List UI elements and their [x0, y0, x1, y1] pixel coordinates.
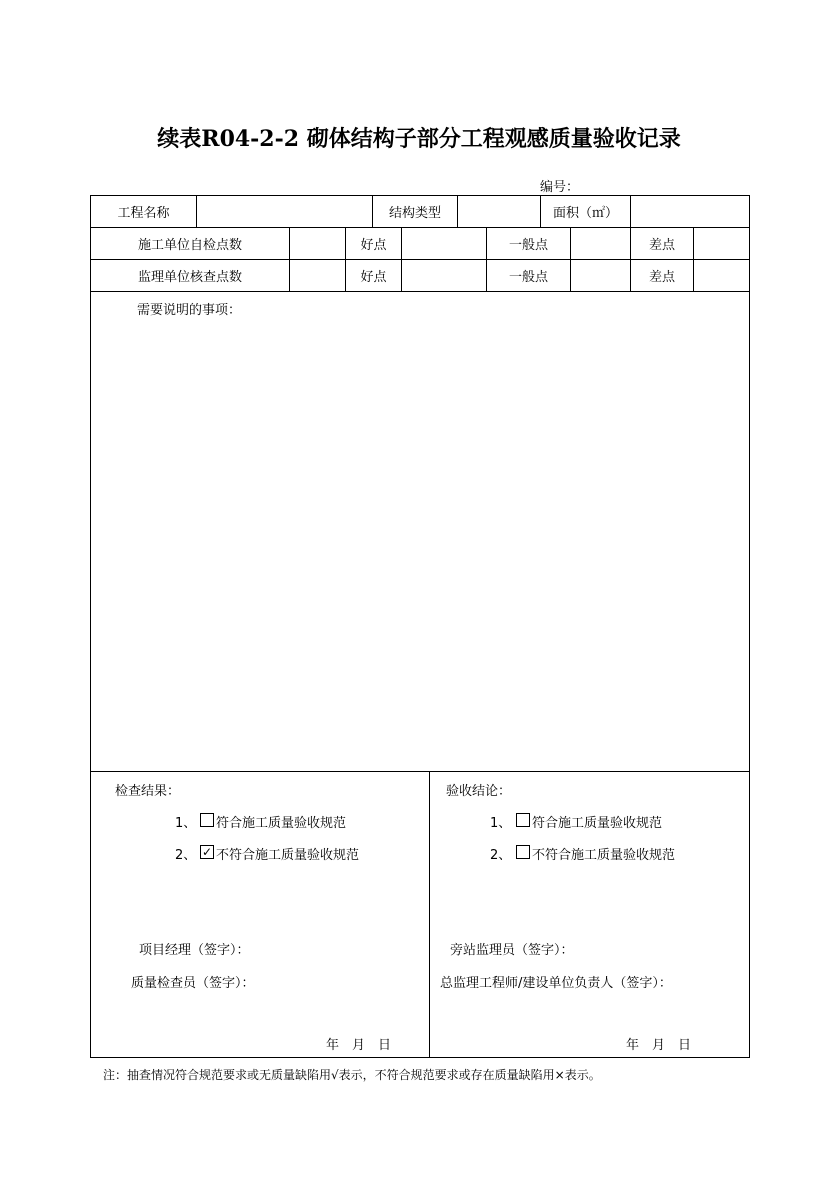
contractor-normal-field[interactable] — [571, 228, 630, 259]
notes-label: 需要说明的事项： — [137, 303, 242, 318]
acceptance-option2-checkbox[interactable] — [516, 845, 530, 859]
site-supervisor-signature-label: 旁站监理员（签字）： — [450, 943, 574, 958]
supervisor-check-label: 监理单位核查点数 — [137, 270, 242, 285]
page-title: 续表R04-2-2 砌体结构子部分工程观感质量验收记录 — [157, 126, 681, 152]
acceptance-option2-label: 不符合施工质量验收规范 — [532, 848, 676, 863]
project-manager-signature-label: 项目经理（签字）： — [139, 943, 250, 958]
supervisor-normal-field[interactable] — [571, 260, 630, 291]
contractor-check-count-field[interactable] — [290, 228, 345, 259]
contractor-good-field[interactable] — [402, 228, 486, 259]
project-name-label: 工程名称 — [117, 206, 170, 221]
acceptance-option1-checkbox[interactable] — [516, 813, 530, 827]
inspection-option1-checkbox[interactable] — [200, 813, 214, 827]
inspection-option2-label: 不符合施工质量验收规范 — [216, 848, 360, 863]
serial-number-label: 编号： — [540, 180, 580, 195]
supervisor-good-label: 好点 — [360, 270, 387, 285]
area-label: 面积（㎡） — [552, 206, 618, 221]
acceptance-option1-label: 符合施工质量验收规范 — [532, 816, 663, 831]
acceptance-date-label: 年 月 日 — [626, 1038, 692, 1053]
inspection-option2-number: 2、 — [175, 848, 197, 863]
project-name-field[interactable] — [197, 196, 372, 227]
acceptance-conclusion-heading: 验收结论： — [446, 784, 512, 799]
supervisor-bad-field[interactable] — [694, 260, 749, 291]
acceptance-option1-number: 1、 — [490, 816, 512, 831]
contractor-good-label: 好点 — [360, 238, 387, 253]
inspection-option2-checkbox[interactable] — [200, 845, 214, 859]
check-mark-icon: ✓ — [201, 845, 213, 859]
quality-inspector-signature-label: 质量检查员（签字）： — [131, 976, 255, 991]
footnote: 注：抽查情况符合规范要求或无质量缺陷用√表示，不符合规范要求或存在质量缺陷用×表示。 — [103, 1068, 601, 1082]
inspection-option1-label: 符合施工质量验收规范 — [216, 816, 347, 831]
inspection-option1-number: 1、 — [175, 816, 197, 831]
structure-type-field[interactable] — [458, 196, 540, 227]
chief-engineer-signature-label: 总监理工程师/建设单位负责人（签字）： — [440, 976, 672, 991]
contractor-normal-label: 一般点 — [508, 238, 548, 253]
inspection-date-label: 年 月 日 — [326, 1038, 392, 1053]
inspection-result-heading: 检查结果： — [115, 784, 181, 799]
supervisor-check-count-field[interactable] — [290, 260, 345, 291]
contractor-self-check-label: 施工单位自检点数 — [137, 238, 242, 253]
supervisor-bad-label: 差点 — [648, 270, 675, 285]
structure-type-label: 结构类型 — [388, 206, 441, 221]
contractor-bad-field[interactable] — [694, 228, 749, 259]
supervisor-normal-label: 一般点 — [508, 270, 548, 285]
notes-area[interactable] — [92, 318, 748, 768]
area-field[interactable] — [631, 196, 749, 227]
acceptance-option2-number: 2、 — [490, 848, 512, 863]
supervisor-good-field[interactable] — [402, 260, 486, 291]
contractor-bad-label: 差点 — [648, 238, 675, 253]
